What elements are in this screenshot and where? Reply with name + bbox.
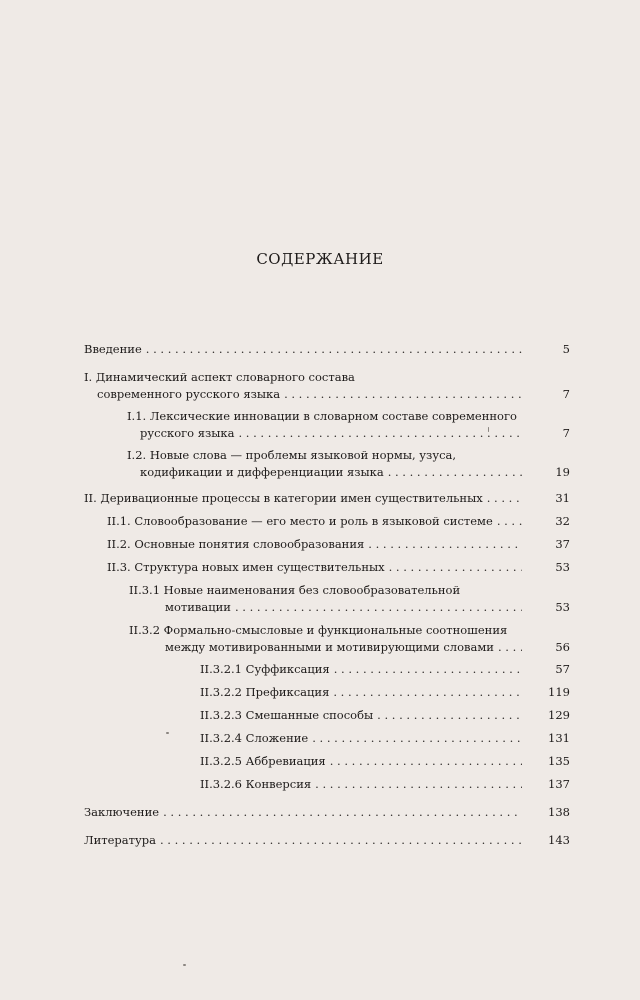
paper-speck xyxy=(488,427,489,432)
toc-entry xyxy=(200,731,526,745)
toc-entry xyxy=(200,777,526,791)
toc-entry-label: Заключение xyxy=(84,805,160,819)
toc-entry-label: II.3.2.3 Смешанные способы xyxy=(200,708,374,722)
page-title: СОДЕРЖАНИЕ xyxy=(256,250,384,268)
toc-entry-page: 119 xyxy=(548,685,570,699)
toc-entry-label-cont: кодификации и дифференциации языка xyxy=(140,465,384,479)
toc-entry-label: II.3.1 Новые наименования без словообразовательной xyxy=(129,583,461,597)
toc-entry-page: 138 xyxy=(548,805,570,819)
leader-dots xyxy=(497,514,522,528)
leader-dots xyxy=(377,708,522,722)
toc-entry xyxy=(200,754,526,768)
leader-dots xyxy=(235,600,522,614)
toc-entry-label: II.3.2 Формально-смысловые и функциональные соотношения xyxy=(129,623,508,637)
toc-entry xyxy=(107,537,526,551)
toc-entry-label: II.3.2.5 Аббревиация xyxy=(200,754,326,768)
toc-entry-page: 19 xyxy=(555,465,570,479)
paper-speck xyxy=(166,732,169,734)
toc-entry-label-cont: русского языка xyxy=(140,426,235,440)
toc-entry xyxy=(127,448,526,482)
toc-entry-page: 53 xyxy=(555,600,570,614)
toc-entry-label: Введение xyxy=(84,342,142,356)
toc-entry-page: 7 xyxy=(562,387,570,401)
leader-dots xyxy=(389,560,522,574)
toc-entry-label: II.3.2.2 Префиксация xyxy=(200,685,330,699)
leader-dots xyxy=(368,537,522,551)
toc-entry xyxy=(84,491,526,505)
leader-dots xyxy=(498,640,522,654)
toc-entry-label-cont: современного русского языка xyxy=(97,387,281,401)
toc-entry xyxy=(84,833,526,847)
toc-entry xyxy=(84,805,526,819)
leader-dots xyxy=(330,754,522,768)
toc-entry xyxy=(107,560,526,574)
toc-entry xyxy=(129,623,526,657)
toc-entry-label: II.3. Структура новых имен существительных xyxy=(107,560,385,574)
toc-entry-page: 32 xyxy=(555,514,570,528)
leader-dots xyxy=(163,805,522,819)
leader-dots xyxy=(487,491,522,505)
toc-entry xyxy=(107,514,526,528)
toc-entry-page: 135 xyxy=(548,754,570,768)
toc-entry-page: 129 xyxy=(548,708,570,722)
toc-entry-page: 137 xyxy=(548,777,570,791)
leader-dots xyxy=(333,685,522,699)
toc-entry xyxy=(200,662,526,676)
toc-entry-label: II.3.2.1 Суффиксация xyxy=(200,662,330,676)
leader-dots xyxy=(334,662,522,676)
toc-entry-page: 37 xyxy=(555,537,570,551)
toc-entry xyxy=(84,370,526,404)
toc-entry xyxy=(129,583,526,617)
leader-dots xyxy=(312,731,522,745)
toc-entry-page: 131 xyxy=(548,731,570,745)
toc-entry xyxy=(84,342,526,356)
toc-entry xyxy=(127,409,526,443)
leader-dots xyxy=(160,833,522,847)
toc-entry xyxy=(200,708,526,722)
toc-entry-page: 56 xyxy=(555,640,570,654)
toc-entry-page: 143 xyxy=(548,833,570,847)
toc-entry-label: II.3.2.6 Конверсия xyxy=(200,777,312,791)
toc-entry-page: 5 xyxy=(562,342,570,356)
leader-dots xyxy=(284,387,522,401)
toc-entry-label: I.2. Новые слова — проблемы языковой нормы, узуса, xyxy=(127,448,457,462)
toc-entry-label-cont: мотивации xyxy=(165,600,231,614)
toc-entry-label: II.2. Основные понятия словообразования xyxy=(107,537,365,551)
toc-entry-page: 31 xyxy=(555,491,570,505)
toc-entry xyxy=(200,685,526,699)
toc-entry-page: 53 xyxy=(555,560,570,574)
leader-dots xyxy=(315,777,522,791)
toc-entry-label: II. Деривационные процессы в категории имен существительных xyxy=(84,491,483,505)
toc-entry-label: II.3.2.4 Сложение xyxy=(200,731,309,745)
leader-dots xyxy=(146,342,522,356)
toc-entry-label: I. Динамический аспект словарного состава xyxy=(84,370,355,384)
leader-dots xyxy=(238,426,522,440)
leader-dots xyxy=(388,465,522,479)
toc-entry-page: 7 xyxy=(562,426,570,440)
toc-entry-label: II.1. Словообразование — его место и роль в языковой системе xyxy=(107,514,493,528)
toc-entry-label-cont: между мотивированными и мотивирующими словами xyxy=(165,640,494,654)
toc-entry-label: Литература xyxy=(84,833,156,847)
toc-entry-page: 57 xyxy=(555,662,570,676)
paper-speck xyxy=(183,964,186,966)
toc-entry-label: I.1. Лексические инновации в словарном составе современного xyxy=(127,409,517,423)
